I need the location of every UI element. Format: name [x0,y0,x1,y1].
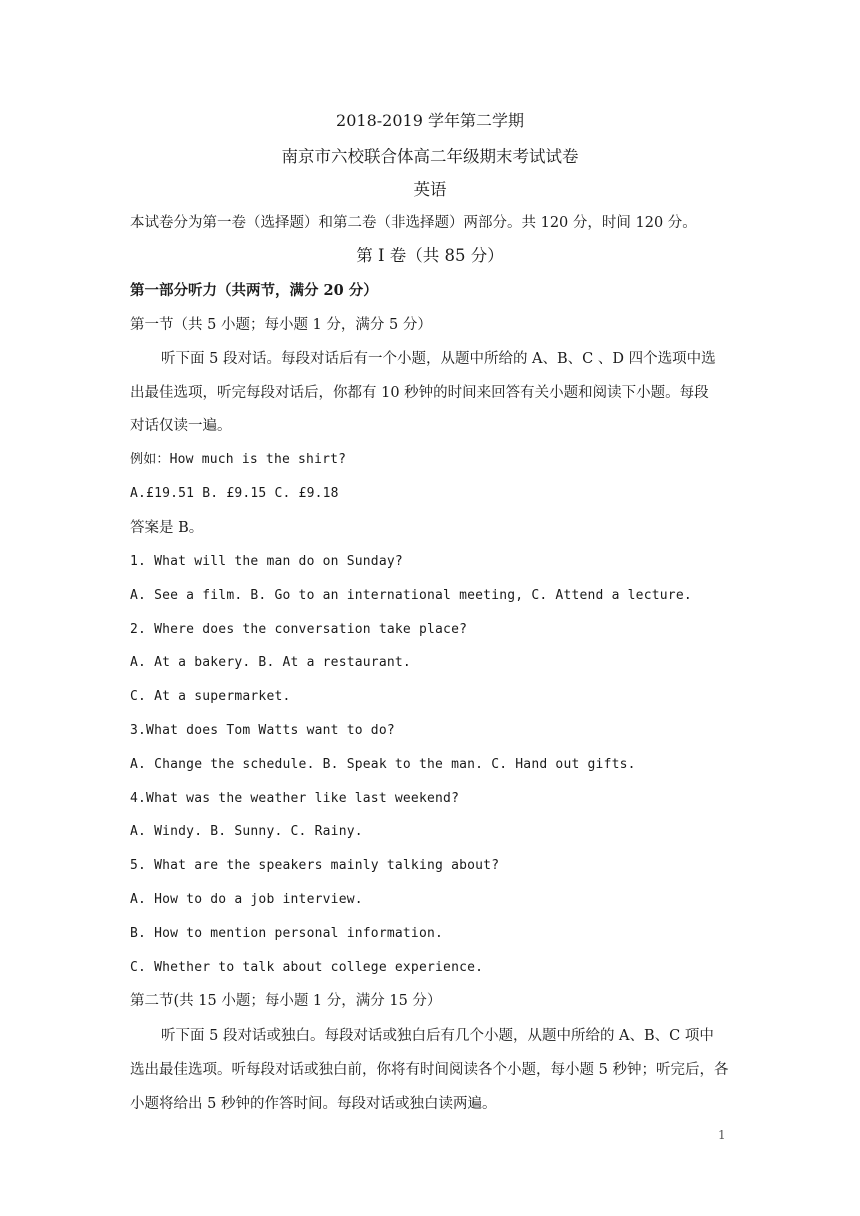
question-5: 5. What are the speakers mainly talking about? [130,858,500,873]
question-2: 2. Where does the conversation take place? [130,622,468,637]
section1-instruction-line-2: 出最佳选项，听完每段对话后，你都有 10 秒钟的时间来回答有关小题和阅读下小题。每段 [130,385,709,401]
year-term-title: 2018-2019 学年第二学期 [336,111,524,130]
section2-instruction-line-2: 选出最佳选项。听每段对话或独白前，你将有时间阅读各个小题，每小题 5 秒钟；听完后，各 [130,1062,729,1078]
question-2-options-line-1: A. At a bakery. B. At a restaurant. [130,655,411,670]
example-options: A.£19.51 B. £9.15 C. £9.18 [130,486,339,501]
section1-instruction-line-3: 对话仅读一遍。 [130,418,232,434]
question-3-options: A. Change the schedule. B. Speak to the man. C. Hand out gifts. [130,757,636,772]
question-4-options: A. Windy. B. Sunny. C. Rainy. [130,824,363,839]
example-question: 例如：How much is the shirt? [130,452,347,467]
question-1-options: A. See a film. B. Go to an international meeting, C. Attend a lecture. [130,588,692,603]
exam-title: 南京市六校联合体高二年级期末考试试卷 [281,147,579,166]
subject-title: 英语 [413,180,447,199]
question-2-options-line-2: C. At a supermarket. [130,689,291,704]
section1-instruction-line-1: 听下面 5 段对话。每段对话后有一个小题，从题中所给的 A、B、C 、D 四个选项中选 [161,351,716,367]
volume-title: 第 I 卷（共 85 分） [356,246,504,265]
intro-text: 本试卷分为第一卷（选择题）和第二卷（非选择题）两部分。共 120 分，时间 120 分。 [130,215,697,231]
section2-heading: 第二节(共 15 小题；每小题 1 分，满分 15 分） [130,993,442,1009]
section1-heading: 第一节（共 5 小题；每小题 1 分，满分 5 分） [130,317,432,333]
question-3: 3.What does Tom Watts want to do? [130,723,395,738]
question-5-option-a: A. How to do a job interview. [130,892,363,907]
section2-instruction-line-3: 小题将给出 5 秒钟的作答时间。每段对话或独白读两遍。 [130,1096,497,1112]
question-4: 4.What was the weather like last weekend? [130,791,460,806]
question-5-option-b: B. How to mention personal information. [130,926,444,941]
question-5-option-c: C. Whether to talk about college experience. [130,960,484,975]
section2-instruction-line-1: 听下面 5 段对话或独白。每段对话或独白后有几个小题，从题中所给的 A、B、C 项中 [161,1028,714,1044]
page-number: 1 [718,1128,726,1142]
part1-heading: 第一部分听力（共两节，满分 20 分） [130,282,378,299]
example-answer: 答案是 B。 [130,520,204,536]
question-1: 1. What will the man do on Sunday? [130,554,403,569]
